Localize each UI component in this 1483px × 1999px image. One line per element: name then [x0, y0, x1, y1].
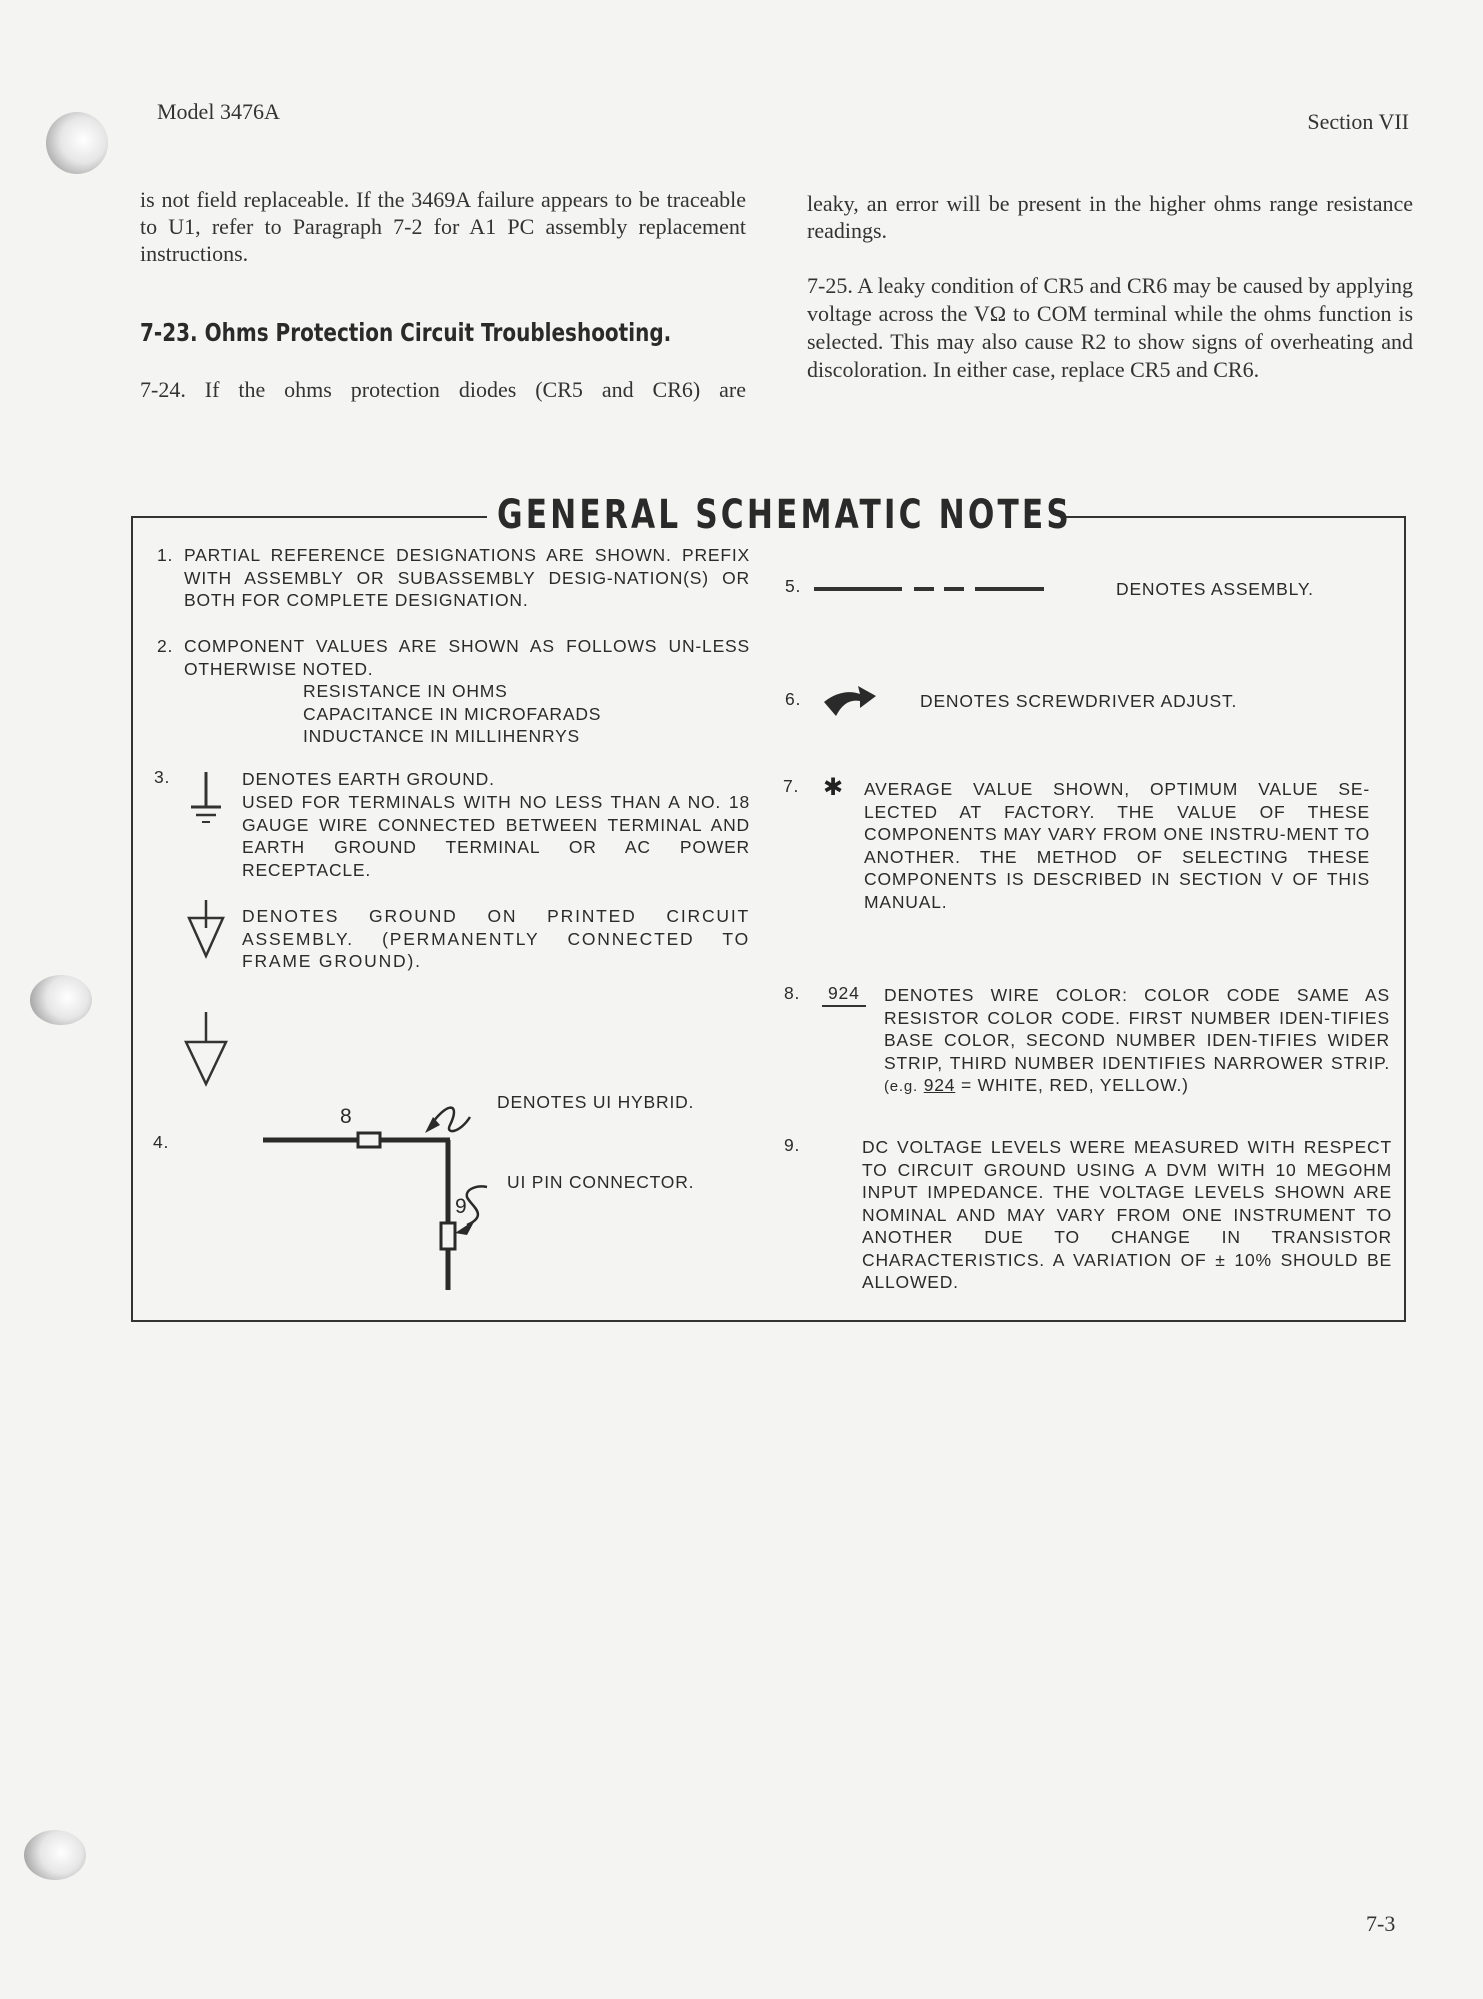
note-3-pc-ground: DENOTES GROUND ON PRINTED CIRCUIT ASSEMBLY. (PERMANENTLY CONNECTED TO FRAME GROUND).: [242, 906, 750, 971]
section-label: Section VII: [1307, 109, 1409, 134]
binder-hole-top: [46, 112, 108, 174]
screwdriver-adjust-icon: [822, 684, 878, 720]
note-6-text: DENOTES SCREWDRIVER ADJUST.: [920, 691, 1238, 711]
note-8-example-rest: = WHITE, RED, YELLOW.): [960, 1075, 1189, 1095]
wire-color-code-icon: [822, 982, 866, 1007]
paragraph-7-24: 7-24. If the ohms protection diodes (CR5 and CR6) are: [140, 377, 746, 402]
note-2-list-item: RESISTANCE IN OHMS: [303, 681, 508, 701]
assembly-line-icon: [812, 584, 1102, 594]
note-5-number: 5.: [785, 576, 802, 596]
box-top-line-right: [1066, 516, 1406, 518]
note-4-number: 4.: [153, 1132, 170, 1152]
wire-color-code: 924: [828, 983, 860, 1003]
note-8-text: [884, 984, 1390, 1099]
note-4-hybrid-text: DENOTES UI HYBRID.: [497, 1092, 695, 1112]
note-3-number: 3.: [154, 767, 171, 787]
pin-8-label: 8: [340, 1105, 353, 1128]
note-3-earth-ground-usage: USED FOR TERMINALS WITH NO LESS THAN A NO. 18 GAUGE WIRE CONNECTED BETWEEN TERMINAL AND EARTH GROUND TERMINAL OR AC POWER RECEPTACLE.: [242, 792, 750, 880]
note-2-list-item: INDUCTANCE IN MILLIHENRYS: [303, 726, 581, 746]
note-2-number: 2.: [157, 636, 174, 656]
note-6-number: 6.: [785, 689, 802, 709]
earth-ground-icon: [185, 770, 225, 832]
hybrid-pin-diagram: [255, 1095, 555, 1295]
note-8-body: DENOTES WIRE COLOR: COLOR CODE SAME AS RESISTOR COLOR CODE. FIRST NUMBER IDEN-TIFIES BASE COLOR, SECOND NUMBER IDEN-TIFIES WIDER STRIP, THIRD NUMBER IDENTIFIES NARROWER STRIP.: [884, 985, 1390, 1073]
note-2-list-item: CAPACITANCE IN MICROFARADS: [303, 703, 602, 724]
page-number: 7-3: [1366, 1911, 1396, 1936]
note-1-number: 1.: [157, 545, 174, 565]
note-1-text: PARTIAL REFERENCE DESIGNATIONS ARE SHOWN. PREFIX WITH ASSEMBLY OR SUBASSEMBLY DESIG-NATION(S) OR BOTH FOR COMPLETE DESIGNATION.: [184, 545, 750, 610]
right-paragraph-continued: leaky, an error will be present in the higher ohms range resistance readings.: [807, 191, 1413, 243]
chassis-ground-icon: [183, 1010, 229, 1090]
note-8-example-prefix: (e.g.: [884, 1078, 919, 1095]
paragraph-7-25: 7-25. A leaky condition of CR5 and CR6 may be caused by applying voltage across the VΩ to COM terminal while the ohms function is selected. This may also cause R2 to show signs of overheating and discoloration. In either case, replace CR5 and CR6.: [807, 273, 1413, 382]
section-heading-7-23: 7-23. Ohms Protection Circuit Troubleshooting.: [140, 318, 672, 347]
left-paragraph-continued: is not field replaceable. If the 3469A failure appears to be traceable to U1, refer to Paragraph 7-2 for A1 PC assembly replacement instructions.: [140, 187, 746, 266]
note-2-text: COMPONENT VALUES ARE SHOWN AS FOLLOWS UN-LESS OTHERWISE NOTED.: [184, 636, 750, 679]
model-label: Model 3476A: [157, 99, 280, 124]
box-top-line-left: [131, 516, 487, 518]
note-8-number: 8.: [784, 983, 801, 1003]
note-7-number: 7.: [783, 776, 800, 796]
pin-9-label: 9: [455, 1195, 468, 1218]
note-8-example-code: 924: [923, 1075, 956, 1095]
note-9-text: DC VOLTAGE LEVELS WERE MEASURED WITH RESPECT TO CIRCUIT GROUND USING A DVM WITH 10 MEGOHM INPUT IMPEDANCE. THE VOLTAGE LEVELS SHOWN ARE NOMINAL AND MAY VARY FROM ONE INSTRUMENT TO ANOTHER DUE TO CHANGE IN TRANSISTOR CHARACTERISTICS. A VARIATION OF ± 10% SHOULD BE ALLOWED.: [862, 1137, 1392, 1292]
pc-ground-icon: [185, 898, 227, 960]
note-3-earth-ground: DENOTES EARTH GROUND.: [242, 769, 495, 789]
asterisk-icon: ✱: [823, 773, 844, 801]
note-7-text: AVERAGE VALUE SHOWN, OPTIMUM VALUE SE-LECTED AT FACTORY. THE VALUE OF THESE COMPONENTS MAY VARY FROM ONE INSTRU-MENT TO ANOTHER. THE METHOD OF SELECTING THESE COMPONENTS IS DESCRIBED IN SECTION V OF THIS MANUAL.: [864, 779, 1370, 912]
note-2-list: [303, 680, 601, 748]
note-5-text: DENOTES ASSEMBLY.: [1116, 579, 1314, 599]
binder-hole-middle: [30, 975, 92, 1025]
binder-hole-bottom: [24, 1830, 86, 1880]
note-9-number: 9.: [784, 1135, 801, 1155]
note-4-pin-text: UI PIN CONNECTOR.: [507, 1172, 695, 1192]
notes-title: GENERAL SCHEMATIC NOTES: [497, 492, 1072, 538]
